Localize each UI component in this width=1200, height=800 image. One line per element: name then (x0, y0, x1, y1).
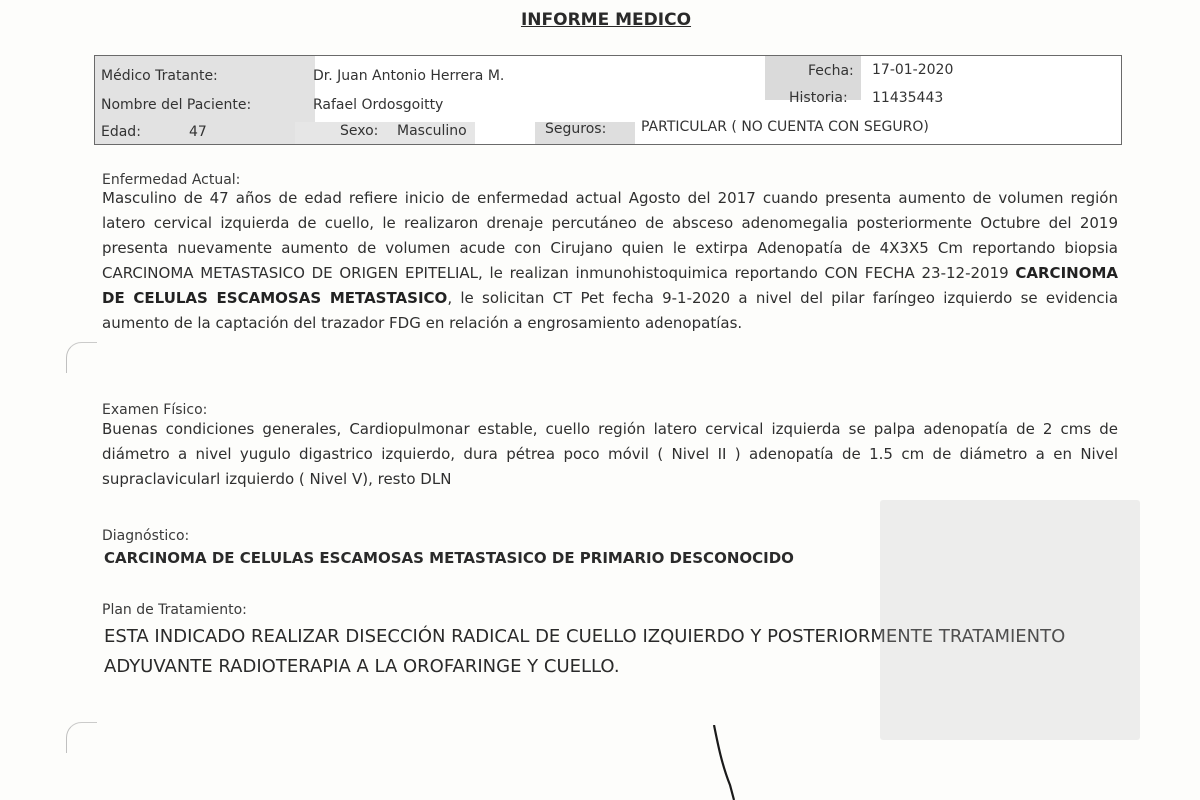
sexo-label: Sexo: (340, 123, 379, 139)
seguros-label: Seguros: (545, 121, 607, 137)
medico-label: Médico Tratante: (101, 68, 218, 84)
paciente-label: Nombre del Paciente: (101, 97, 252, 113)
fecha-value: 17-01-2020 (872, 62, 954, 78)
enfermedad-text-bold: CARCINOMA DE CELULAS ESCAMOSAS METASTASICO (102, 264, 1118, 307)
signature-stroke (700, 725, 760, 800)
fecha-label: Fecha: (808, 63, 854, 79)
punch-hole-mark (66, 342, 97, 373)
plan-label: Plan de Tratamiento: (102, 602, 247, 618)
examen-text: Buenas condiciones generales, Cardiopulmonar estable, cuello región latero cervical izquierda se palpa adenopatía de 2 cms de diámetro a nivel yugulo digastrico izquierdo, dura pétrea poco móvil ( Nivel II ) adenopatía de 1.5 cm de diámetro a en Nivel supraclavicularl izquierdo ( Nivel V), resto DLN (102, 420, 1118, 488)
historia-value: 11435443 (872, 90, 944, 106)
edad-value: 47 (189, 124, 207, 140)
enfermedad-text-part2: , le solicitan CT Pet fecha 9-1-2020 a nivel del pilar faríngeo izquierdo se evidencia aumento de la captación del trazador FDG en relación a engrosamiento adenopatías. (102, 289, 1119, 332)
punch-hole-mark (66, 722, 97, 753)
bleed-through-smudge (880, 500, 1140, 740)
historia-label: Historia: (789, 90, 848, 106)
diagnostico-text: CARCINOMA DE CELULAS ESCAMOSAS METASTASICO DE PRIMARIO DESCONOCIDO (104, 549, 794, 567)
seguros-value: PARTICULAR ( NO CUENTA CON SEGURO) (641, 119, 929, 135)
enfermedad-text-part1: Masculino de 47 años de edad refiere inicio de enfermedad actual Agosto del 2017 cuando presenta aumento de volumen región latero cervical izquierda de cuello, le realizaron drenaje percutáneo de absceso adenomegalia posteriormente Octubre del 2019 presenta nuevamente aumento de volumen acude con Cirujano quien le extirpa Adenopatía de 4X3X5 Cm reportando biopsia CARCINOMA METASTASICO DE ORIGEN EPITELIAL, le realizan inmunohistoquimica reportando CON FECHA 23-12-2019 (102, 189, 1118, 282)
patient-info-box (94, 55, 1122, 145)
enfermedad-label: Enfermedad Actual: (102, 172, 241, 188)
edad-label: Edad: (101, 124, 141, 140)
page-title: INFORME MEDICO (520, 10, 692, 30)
medico-value: Dr. Juan Antonio Herrera M. (313, 68, 505, 84)
enfermedad-text (102, 186, 1118, 336)
diagnostico-label: Diagnóstico: (102, 528, 190, 544)
sexo-value: Masculino (397, 123, 467, 139)
plan-text: ESTA INDICADO REALIZAR DISECCIÓN RADICAL DE CUELLO IZQUIERDO Y POSTERIORMENTE TRATAMIENTO ADYUVANTE RADIOTERAPIA A LA OROFARINGE Y CUELLO. (104, 626, 1066, 677)
paciente-value: Rafael Ordosgoitty (313, 97, 444, 113)
examen-label: Examen Físico: (102, 402, 208, 418)
